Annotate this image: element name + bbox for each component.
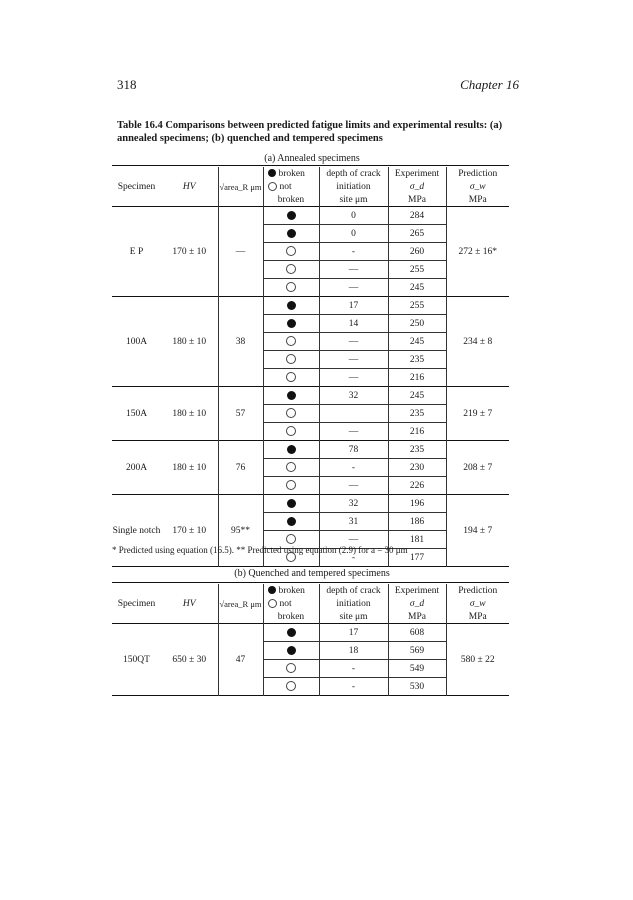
filled-circle-icon: [287, 517, 296, 526]
experiment-cell: 260: [388, 243, 446, 261]
hv-cell: 180 ± 10: [161, 441, 218, 495]
col-header-depth-1: depth of crack: [319, 167, 388, 180]
specimen-cell: 150QT: [112, 624, 161, 696]
table-row: [112, 624, 509, 642]
table-row: [112, 441, 509, 459]
col-header-area: √area_R μm: [218, 584, 263, 624]
col-header-specimen: Specimen: [117, 181, 156, 192]
col-header-depth-2: initiation: [319, 180, 388, 193]
legend-broken-label: broken: [278, 585, 305, 596]
col-header-depth-1: depth of crack: [319, 584, 388, 597]
experiment-cell: 216: [388, 423, 446, 441]
area-cell: 38: [218, 297, 263, 387]
status-cell: [263, 207, 319, 225]
depth-cell: —: [319, 279, 388, 297]
bottom-rule: [112, 696, 509, 697]
depth-cell: -: [319, 459, 388, 477]
col-header-area: √area_R μm: [218, 167, 263, 207]
depth-cell: -: [319, 243, 388, 261]
open-circle-icon: [286, 264, 296, 274]
status-cell: [263, 297, 319, 315]
status-cell: [263, 225, 319, 243]
filled-circle-icon: [268, 169, 276, 177]
status-cell: [263, 405, 319, 423]
experiment-cell: 186: [388, 513, 446, 531]
table-a: [112, 167, 509, 567]
experiment-cell: 549: [388, 660, 446, 678]
depth-cell: -: [319, 678, 388, 696]
filled-circle-icon: [287, 646, 296, 655]
filled-circle-icon: [268, 586, 276, 594]
open-circle-icon: [286, 426, 296, 436]
open-circle-icon: [268, 599, 277, 608]
table-b-top-rule: [112, 582, 509, 583]
prediction-cell: 219 ± 7: [446, 387, 509, 441]
open-circle-icon: [286, 534, 296, 544]
experiment-cell: 177: [388, 549, 446, 567]
status-cell: [263, 660, 319, 678]
experiment-cell: 245: [388, 333, 446, 351]
experiment-cell: 530: [388, 678, 446, 696]
depth-cell: 17: [319, 297, 388, 315]
specimen-cell: E P: [112, 207, 161, 297]
prediction-cell: 208 ± 7: [446, 441, 509, 495]
experiment-cell: 255: [388, 261, 446, 279]
experiment-cell: 284: [388, 207, 446, 225]
depth-cell: 31: [319, 513, 388, 531]
status-cell: [263, 495, 319, 513]
filled-circle-icon: [287, 628, 296, 637]
legend-not-broken-label: broken: [263, 193, 319, 207]
open-circle-icon: [286, 681, 296, 691]
experiment-cell: 569: [388, 642, 446, 660]
col-header-exp-1: Experiment: [388, 167, 446, 180]
col-header-pred-3: MPa: [446, 193, 509, 207]
specimen-cell: Single notch: [112, 495, 161, 567]
col-header-exp-2: σ_d: [388, 180, 446, 193]
filled-circle-icon: [287, 211, 296, 220]
col-header-depth-3: site μm: [319, 193, 388, 207]
col-header-depth-3: site μm: [319, 610, 388, 624]
col-header-exp-3: MPa: [388, 610, 446, 624]
experiment-cell: 245: [388, 387, 446, 405]
legend-broken-label: broken: [278, 168, 305, 179]
experiment-cell: 255: [388, 297, 446, 315]
open-circle-icon: [286, 480, 296, 490]
status-cell: [263, 315, 319, 333]
experiment-cell: 250: [388, 315, 446, 333]
depth-cell: 78: [319, 441, 388, 459]
status-cell: [263, 423, 319, 441]
col-header-exp-1: Experiment: [388, 584, 446, 597]
col-header-pred-2: σ_w: [446, 597, 509, 610]
depth-cell: —: [319, 531, 388, 549]
open-circle-icon: [286, 408, 296, 418]
status-cell: [263, 387, 319, 405]
depth-cell: 0: [319, 225, 388, 243]
experiment-cell: 235: [388, 351, 446, 369]
experiment-cell: 230: [388, 459, 446, 477]
open-circle-icon: [286, 354, 296, 364]
depth-cell: 0: [319, 207, 388, 225]
depth-cell: —: [319, 351, 388, 369]
open-circle-icon: [286, 372, 296, 382]
specimen-cell: 150A: [112, 387, 161, 441]
filled-circle-icon: [287, 391, 296, 400]
col-header-hv: HV: [182, 181, 196, 192]
table-a-top-rule: [112, 165, 509, 166]
depth-cell: -: [319, 660, 388, 678]
experiment-cell: 265: [388, 225, 446, 243]
col-header-pred-2: σ_w: [446, 180, 509, 193]
status-cell: [263, 678, 319, 696]
depth-cell: —: [319, 423, 388, 441]
open-circle-icon: [286, 336, 296, 346]
depth-cell: —: [319, 369, 388, 387]
page-number: 318: [117, 77, 137, 92]
area-cell: 47: [218, 624, 263, 696]
table-b-title: (b) Quenched and tempered specimens: [234, 568, 390, 579]
col-header-exp-3: MPa: [388, 193, 446, 207]
legend-broken: [263, 167, 319, 180]
experiment-cell: 196: [388, 495, 446, 513]
table-row: [112, 207, 509, 225]
filled-circle-icon: [287, 319, 296, 328]
footnote: * Predicted using equation (16.5). ** Predicted using equation (2.9) for a = 30 μm: [112, 545, 408, 555]
status-cell: [263, 642, 319, 660]
filled-circle-icon: [287, 445, 296, 454]
status-cell: [263, 624, 319, 642]
area-cell: 57: [218, 387, 263, 441]
depth-cell: -: [319, 549, 388, 567]
status-cell: [263, 243, 319, 261]
col-header-pred-1: Prediction: [446, 584, 509, 597]
legend-not-label: not: [279, 181, 292, 192]
depth-cell: 32: [319, 387, 388, 405]
col-header-pred-1: Prediction: [446, 167, 509, 180]
area-cell: 95**: [218, 495, 263, 567]
legend-not-label: not: [279, 598, 292, 609]
legend-broken: [263, 584, 319, 597]
status-cell: [263, 369, 319, 387]
col-header-depth-2: initiation: [319, 597, 388, 610]
prediction-cell: 580 ± 22: [446, 624, 509, 696]
filled-circle-icon: [287, 229, 296, 238]
depth-cell: 14: [319, 315, 388, 333]
legend-not-broken-label: broken: [263, 610, 319, 624]
status-cell: [263, 459, 319, 477]
experiment-cell: 608: [388, 624, 446, 642]
col-header-exp-2: σ_d: [388, 597, 446, 610]
filled-circle-icon: [287, 301, 296, 310]
experiment-cell: 245: [388, 279, 446, 297]
depth-cell: —: [319, 477, 388, 495]
legend-not-broken: [263, 597, 319, 610]
table-row: [112, 297, 509, 315]
experiment-cell: 235: [388, 405, 446, 423]
depth-cell: —: [319, 333, 388, 351]
hv-cell: 170 ± 10: [161, 207, 218, 297]
hv-cell: 650 ± 30: [161, 624, 218, 696]
depth-cell: [319, 405, 388, 423]
experiment-cell: 235: [388, 441, 446, 459]
hv-cell: 180 ± 10: [161, 387, 218, 441]
specimen-cell: 200A: [112, 441, 161, 495]
status-cell: [263, 477, 319, 495]
status-cell: [263, 333, 319, 351]
open-circle-icon: [286, 663, 296, 673]
specimen-cell: 100A: [112, 297, 161, 387]
prediction-cell: 234 ± 8: [446, 297, 509, 387]
legend-not-broken: [263, 180, 319, 193]
depth-cell: 32: [319, 495, 388, 513]
status-cell: [263, 351, 319, 369]
table-a-title: (a) Annealed specimens: [264, 153, 360, 164]
col-header-pred-3: MPa: [446, 610, 509, 624]
depth-cell: 18: [319, 642, 388, 660]
status-cell: [263, 513, 319, 531]
status-cell: [263, 441, 319, 459]
hv-cell: 170 ± 10: [161, 495, 218, 567]
table-caption: Table 16.4 Comparisons between predicted fatigue limits and experimental results: (a) annealed specimens; (b) quenched and tempered specimens: [117, 120, 503, 144]
col-header-specimen: Specimen: [117, 598, 156, 609]
status-cell: [263, 279, 319, 297]
prediction-cell: 194 ± 7: [446, 495, 509, 567]
prediction-cell: 272 ± 16*: [446, 207, 509, 297]
filled-circle-icon: [287, 499, 296, 508]
table-row: [112, 387, 509, 405]
experiment-cell: 181: [388, 531, 446, 549]
col-header-hv: HV: [182, 598, 196, 609]
table-b: [112, 584, 509, 696]
area-cell: —: [218, 207, 263, 297]
open-circle-icon: [286, 462, 296, 472]
open-circle-icon: [286, 282, 296, 292]
area-cell: 76: [218, 441, 263, 495]
status-cell: [263, 261, 319, 279]
table-row: [112, 495, 509, 513]
depth-cell: —: [319, 261, 388, 279]
open-circle-icon: [286, 246, 296, 256]
experiment-cell: 216: [388, 369, 446, 387]
open-circle-icon: [268, 182, 277, 191]
hv-cell: 180 ± 10: [161, 297, 218, 387]
chapter-title: Chapter 16: [460, 77, 519, 92]
experiment-cell: 226: [388, 477, 446, 495]
depth-cell: 17: [319, 624, 388, 642]
bottom-rule: [112, 567, 509, 568]
